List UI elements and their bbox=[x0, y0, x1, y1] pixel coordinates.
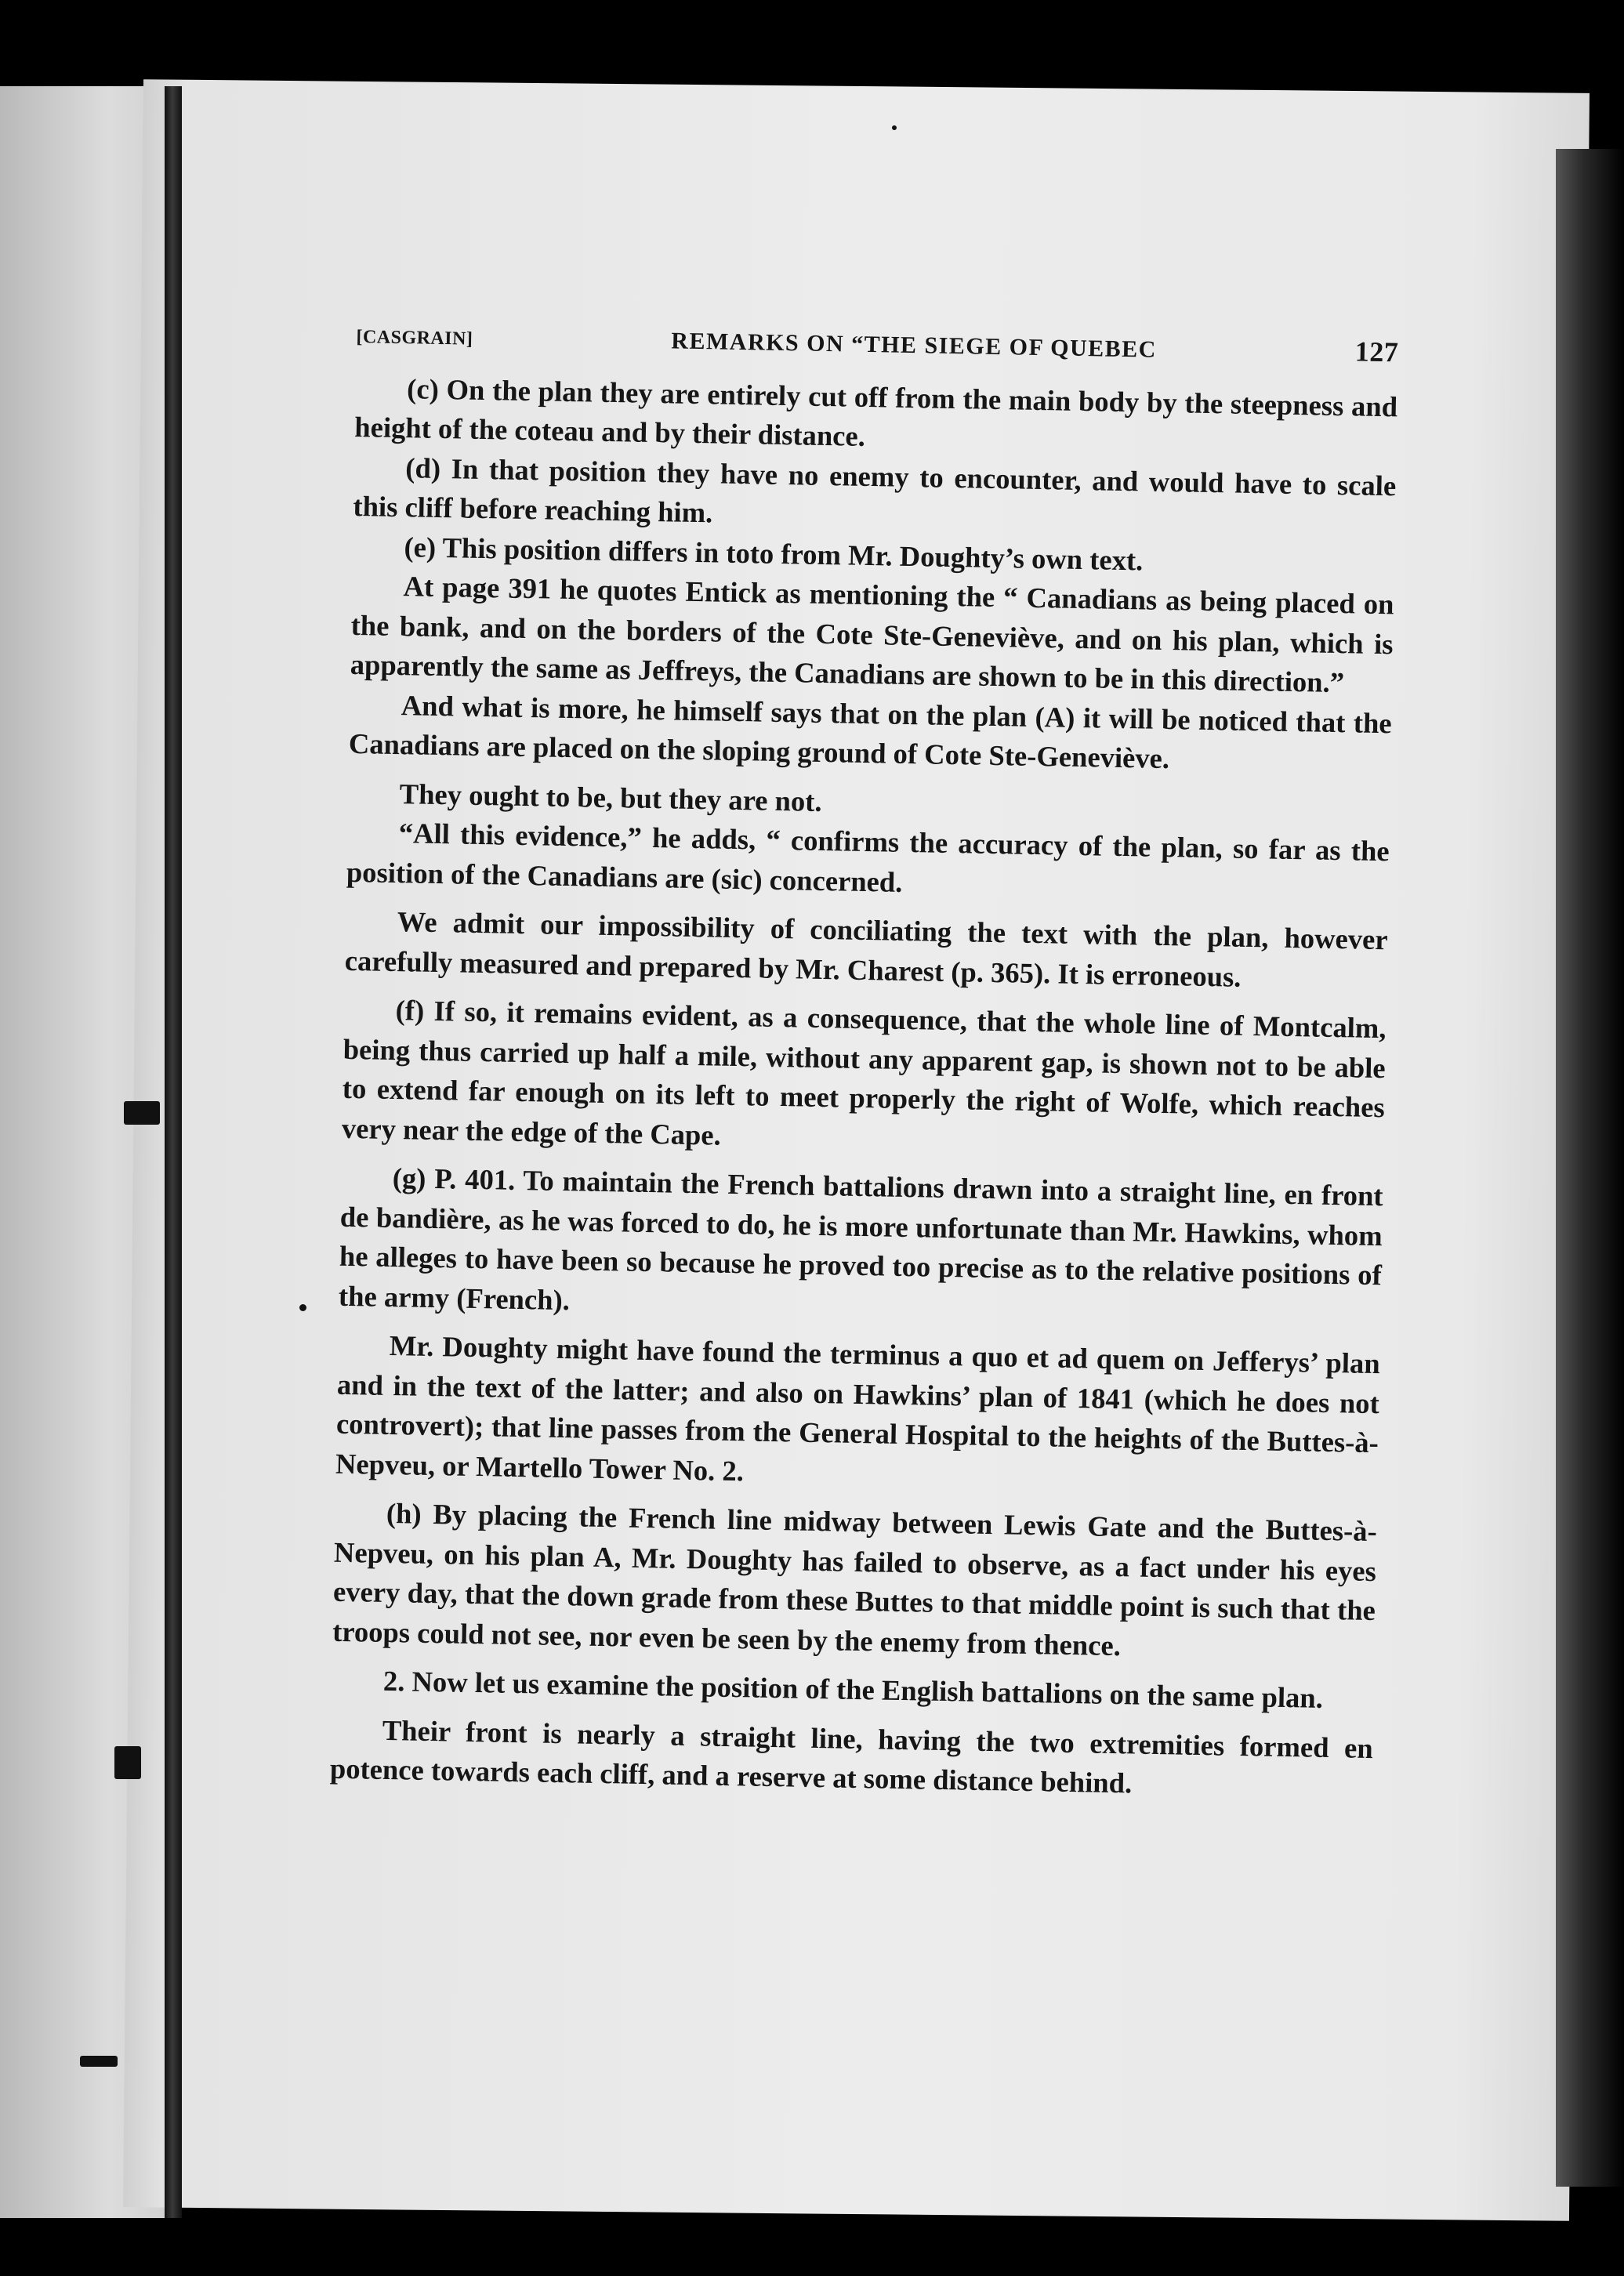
paragraph: (e) This position differs in toto from Mr. Doughty’s own text. bbox=[404, 530, 1144, 576]
page-text bbox=[330, 313, 1399, 1808]
paragraph: (f) If so, it remains evident, as a consequence, that the whole line of Montcalm, being thus carried up half a mile, without any apparent gap, is shown not to be able to extend far enough on its left to meet properly the right of Wolfe, which reaches very near the edge of the Cape. bbox=[341, 994, 1387, 1151]
running-head-title: REMARKS ON “THE SIEGE OF QUEBEC bbox=[671, 328, 1158, 363]
page-edge-shadow bbox=[1556, 149, 1624, 2187]
speck-mark bbox=[299, 1304, 306, 1311]
paragraph: They ought to be, but they are not. bbox=[399, 777, 822, 817]
paragraph: At page 391 he quotes Entick as mentioning the “ Canadians as being placed on the bank, and on the borders of the Cote Ste-Geneviève, and on his plan, which is apparently the same as Jeffreys, the Canadians are shown to be in this direction.” bbox=[350, 570, 1394, 699]
paragraph: (c) On the plan they are entirely cut off from the main body by the steepness and height of the coteau and by their distance. bbox=[353, 371, 1398, 452]
binding-mark bbox=[124, 1101, 160, 1125]
speck-mark bbox=[892, 125, 897, 130]
paragraph: And what is more, he himself says that on the plan (A) it will be noticed that the Canadians are placed on the sloping ground of Cote Ste-Geneviève. bbox=[348, 688, 1393, 775]
paragraph: 2. Now let us examine the position of the English battalions on the same plan. bbox=[382, 1664, 1324, 1714]
book-gutter bbox=[165, 86, 182, 2218]
paragraph: “All this evidence,” he adds, “ confirms the accuracy of the plan, so far as the position of the Canadians are (sic) concerned. bbox=[346, 817, 1390, 898]
paragraph: Their front is nearly a straight line, having the two extremities formed en potence towards each cliff, and a reserve at some distance behind. bbox=[329, 1713, 1374, 1799]
paragraph: (g) P. 401. To maintain the French battalions drawn into a straight line, en front de bandière, as he was forced to do, he is more unfortunate than Mr. Hawkins, whom he alleges to have been so because he proved too precise as to the relative positions of the army (French). bbox=[338, 1162, 1383, 1316]
paragraph: (d) In that position they have no enemy to encounter, and would have to scale this cliff before reaching him. bbox=[353, 451, 1397, 529]
binding-mark bbox=[114, 1746, 141, 1779]
binding-mark bbox=[80, 2056, 118, 2067]
running-head-author: [CASGRAIN] bbox=[356, 326, 473, 350]
paragraph: (h) By placing the French line midway between Lewis Gate and the Buttes-à-Nepveu, on his plan A, Mr. Doughty has failed to observe, as a fact under his eyes every day, that the down grade from these Buttes to that middle point is such that the troops could not see, nor even be seen by the enemy from thence. bbox=[332, 1496, 1378, 1662]
paragraph: We admit our impossibility of conciliating the text with the plan, however carefully measured and prepared by Mr. Charest (p. 365). It is erroneous. bbox=[344, 905, 1388, 993]
page-number: 127 bbox=[1354, 335, 1399, 368]
paragraph: Mr. Doughty might have found the terminus a quo et ad quem on Jefferys’ plan and in the text of the latter; and also on Hawkins’ plan of 1841 (which he does not controvert); that line passes from the General Hospital to the heights of the Buttes-à-Nepveu, or Martello Tower No. 2. bbox=[335, 1328, 1381, 1487]
